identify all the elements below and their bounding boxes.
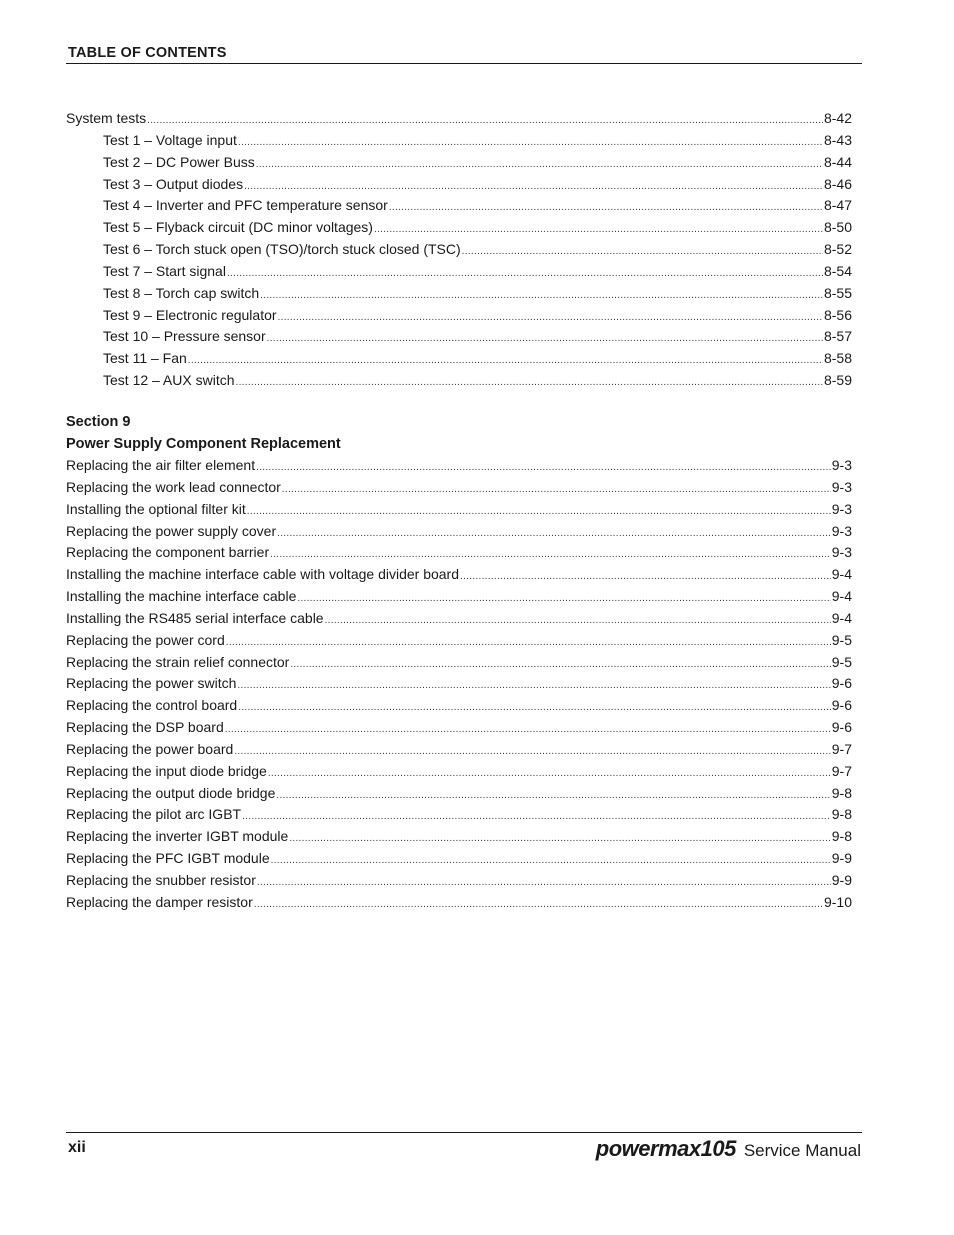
toc-entry-page: 9-3 <box>831 544 852 561</box>
toc-entry-page: 9-4 <box>831 609 852 626</box>
toc-entry-title: Test 11 – Fan <box>103 350 187 367</box>
dot-leader <box>225 719 831 741</box>
toc-entry-page: 9-8 <box>831 828 852 845</box>
toc-entry[interactable] <box>66 174 852 196</box>
toc-entry-title: Replacing the PFC IGBT module <box>66 850 270 867</box>
toc-entry[interactable] <box>66 108 852 130</box>
toc-section-8-entries <box>66 108 852 392</box>
toc-entry[interactable] <box>66 542 852 564</box>
toc-entry[interactable] <box>66 695 852 717</box>
toc-entry[interactable] <box>66 283 852 305</box>
toc-entry-page: 9-4 <box>831 588 852 605</box>
toc-entry-title: Replacing the input diode bridge <box>66 762 267 779</box>
toc-entry[interactable] <box>66 305 852 327</box>
dot-leader <box>297 588 830 610</box>
toc-entry-page: 8-56 <box>823 306 852 323</box>
toc-entry-title: Installing the machine interface cable <box>66 588 297 605</box>
toc-entry[interactable] <box>66 370 852 392</box>
toc-entry-title: Replacing the inverter IGBT module <box>66 828 289 845</box>
toc-entry-page: 9-3 <box>831 456 852 473</box>
toc-entry-page: 8-46 <box>823 175 852 192</box>
dot-leader <box>188 350 823 372</box>
dot-leader <box>236 372 823 394</box>
toc-entry-title: Replacing the power cord <box>66 631 225 648</box>
toc-entry-page: 8-43 <box>823 131 852 148</box>
toc-entry-page: 9-3 <box>831 500 852 517</box>
section-9-title: Power Supply Component Replacement <box>66 435 341 452</box>
toc-entry[interactable] <box>66 892 852 914</box>
toc-entry-title: Test 10 – Pressure sensor <box>103 328 266 345</box>
toc-entry-page: 9-6 <box>831 719 852 736</box>
dot-leader <box>227 263 823 285</box>
toc-entry[interactable] <box>66 477 852 499</box>
toc-entry[interactable] <box>66 239 852 261</box>
toc-entry[interactable] <box>66 630 852 652</box>
toc-entry-page: 8-57 <box>823 328 852 345</box>
toc-entry[interactable] <box>66 608 852 630</box>
toc-entry-title: Replacing the DSP board <box>66 719 224 736</box>
dot-leader <box>267 328 823 350</box>
toc-entry-page: 8-59 <box>823 372 852 389</box>
section-9-label: Section 9 <box>66 413 131 430</box>
dot-leader <box>460 566 831 588</box>
toc-entry[interactable] <box>66 521 852 543</box>
toc-entry[interactable] <box>66 717 852 739</box>
dot-leader <box>256 154 823 176</box>
document-title: Service Manual <box>743 1141 861 1160</box>
toc-entry-title: Test 7 – Start signal <box>103 262 226 279</box>
toc-entry-title: Test 9 – Electronic regulator <box>103 306 277 323</box>
toc-entry[interactable] <box>66 195 852 217</box>
toc-entry[interactable] <box>66 152 852 174</box>
toc-entry-title: Test 3 – Output diodes <box>103 175 244 192</box>
toc-entry-title: Replacing the work lead connector <box>66 478 281 495</box>
toc-entry[interactable] <box>66 761 852 783</box>
toc-entry-title: Replacing the pilot arc IGBT <box>66 806 242 823</box>
toc-entry-title: Replacing the control board <box>66 697 238 714</box>
dot-leader <box>237 675 830 697</box>
toc-entry-title: Replacing the power switch <box>66 675 237 692</box>
toc-entry-title: System tests <box>66 110 147 126</box>
toc-entry-page: 8-58 <box>823 350 852 367</box>
dot-leader <box>234 741 830 763</box>
toc-entry-page: 9-3 <box>831 522 852 539</box>
toc-entry-title: Replacing the power board <box>66 740 234 757</box>
dot-leader <box>260 285 823 307</box>
dot-leader <box>226 632 831 654</box>
toc-entry[interactable] <box>66 261 852 283</box>
toc-entry-page: 8-54 <box>823 262 852 279</box>
toc-entry-page: 9-7 <box>831 762 852 779</box>
toc-entry-page: 9-6 <box>831 675 852 692</box>
toc-entry-page: 9-8 <box>831 806 852 823</box>
toc-entry-page: 8-42 <box>823 110 852 126</box>
toc-entry[interactable] <box>66 326 852 348</box>
toc-entry-page: 9-8 <box>831 784 852 801</box>
toc-entry[interactable] <box>66 652 852 674</box>
toc-entry[interactable] <box>66 499 852 521</box>
dot-leader <box>374 219 823 241</box>
dot-leader <box>462 241 823 263</box>
toc-entry-title: Replacing the output diode bridge <box>66 784 276 801</box>
toc-entry[interactable] <box>66 348 852 370</box>
toc-entry[interactable] <box>66 826 852 848</box>
dot-leader <box>389 197 823 219</box>
toc-entry-page: 9-5 <box>831 631 852 648</box>
toc-entry-title: Test 6 – Torch stuck open (TSO)/torch stuck closed (TSC) <box>103 241 461 258</box>
toc-entry-page: 9-9 <box>831 872 852 888</box>
toc-entry[interactable] <box>66 804 852 826</box>
toc-entry-page: 9-5 <box>831 653 852 670</box>
dot-leader <box>244 176 823 198</box>
toc-entry-page: 9-10 <box>823 893 852 910</box>
toc-entry-title: Test 1 – Voltage input <box>103 131 237 148</box>
dot-leader <box>147 110 823 132</box>
toc-entry[interactable] <box>66 739 852 761</box>
toc-entry-title: Replacing the air filter element <box>66 456 256 473</box>
toc-entry[interactable] <box>66 455 852 477</box>
dot-leader <box>276 785 830 807</box>
dot-leader <box>278 307 823 329</box>
toc-entry-page: 8-55 <box>823 284 852 301</box>
toc-entry-title: Replacing the damper resistor <box>66 893 253 910</box>
dot-leader <box>270 544 831 566</box>
dot-leader <box>254 894 823 916</box>
dot-leader <box>247 501 831 523</box>
toc-entry[interactable] <box>66 130 852 152</box>
toc-entry-page: 9-7 <box>831 740 852 757</box>
product-logo: powermax105 <box>595 1136 736 1161</box>
dot-leader <box>257 872 831 894</box>
toc-entry-title: Replacing the power supply cover <box>66 522 277 539</box>
header-divider <box>66 63 862 64</box>
toc-entry-title: Replacing the component barrier <box>66 544 270 561</box>
dot-leader <box>325 610 831 632</box>
toc-entry-title: Test 2 – DC Power Buss <box>103 153 255 170</box>
dot-leader <box>290 654 830 676</box>
toc-entry-page: 9-3 <box>831 478 852 495</box>
toc-entry-page: 8-47 <box>823 197 852 214</box>
toc-entry-title: Test 8 – Torch cap switch <box>103 284 260 301</box>
toc-entry-title: Test 5 – Flyback circuit (DC minor voltages) <box>103 219 373 236</box>
toc-entry-title: Installing the optional filter kit <box>66 500 246 517</box>
dot-leader <box>238 697 831 719</box>
toc-section-9-entries <box>66 455 852 914</box>
page-header-title: TABLE OF CONTENTS <box>68 45 227 61</box>
footer-brand <box>596 1136 861 1162</box>
toc-entry[interactable] <box>66 673 852 695</box>
toc-entry-title: Replacing the strain relief connector <box>66 653 290 670</box>
toc-entry-page: 8-52 <box>823 241 852 258</box>
table-of-contents <box>66 108 852 914</box>
toc-entry-page: 8-44 <box>823 153 852 170</box>
dot-leader <box>242 806 831 828</box>
toc-entry[interactable] <box>66 783 852 805</box>
dot-leader <box>271 850 831 872</box>
dot-leader <box>289 828 830 850</box>
toc-entry[interactable] <box>66 848 852 870</box>
dot-leader <box>277 523 831 545</box>
toc-entry-page: 9-4 <box>831 566 852 583</box>
toc-entry-page: 9-6 <box>831 697 852 714</box>
section-spacer <box>66 392 852 411</box>
toc-entry[interactable] <box>66 870 852 892</box>
footer-page-number: xii <box>68 1139 86 1156</box>
toc-entry-title: Test 12 – AUX switch <box>103 372 235 389</box>
toc-entry[interactable] <box>66 564 852 586</box>
dot-leader <box>238 132 823 154</box>
toc-entry-title: Installing the machine interface cable with voltage divider board <box>66 566 460 583</box>
footer-divider <box>66 1132 862 1133</box>
toc-entry-title: Test 4 – Inverter and PFC temperature sensor <box>103 197 388 214</box>
toc-entry[interactable] <box>66 217 852 239</box>
toc-entry-title: Replacing the snubber resistor <box>66 872 256 888</box>
dot-leader <box>256 457 831 479</box>
toc-entry-page: 9-9 <box>831 850 852 867</box>
dot-leader <box>282 479 831 501</box>
toc-entry-page: 8-50 <box>823 219 852 236</box>
toc-entry[interactable] <box>66 586 852 608</box>
toc-entry-title: Installing the RS485 serial interface cable <box>66 609 324 626</box>
dot-leader <box>268 763 831 785</box>
